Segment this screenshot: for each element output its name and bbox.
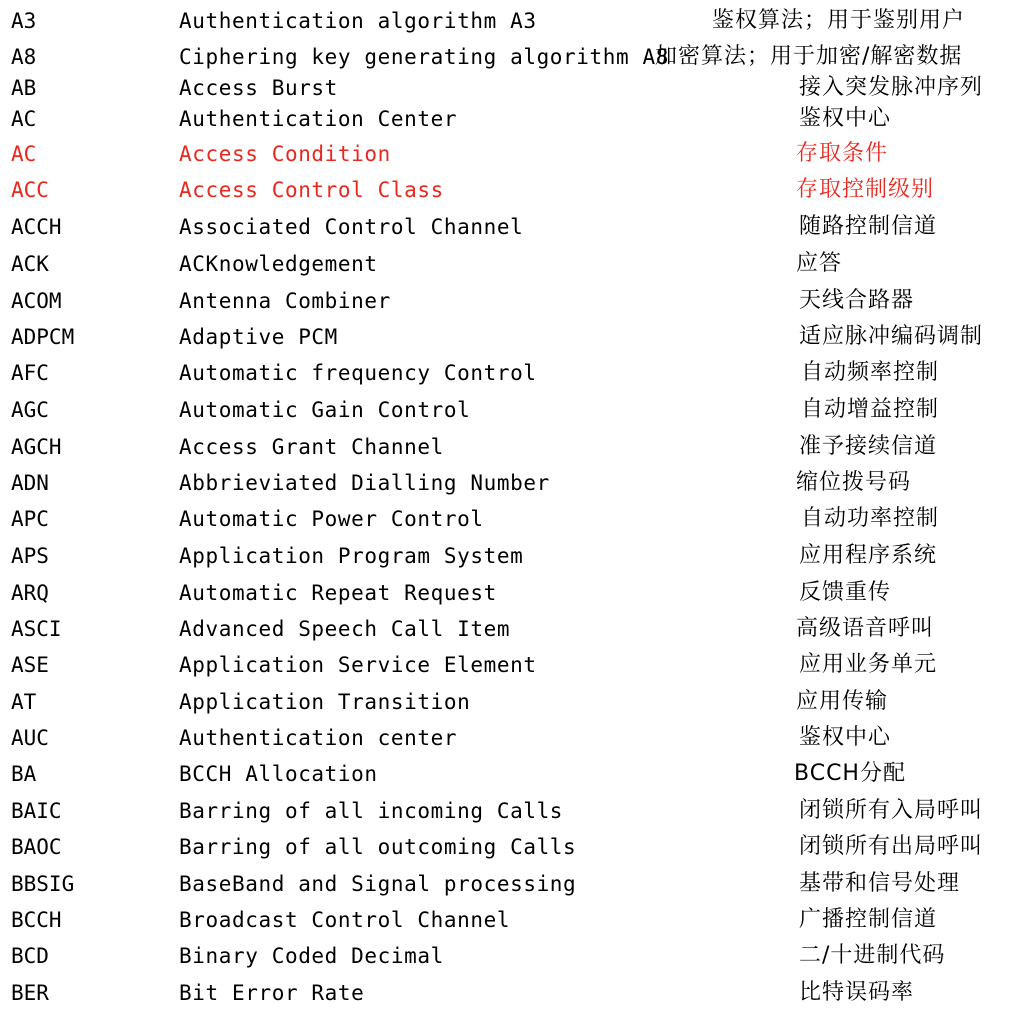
english-term: Application Service Element bbox=[179, 653, 537, 677]
abbreviation: ACCH bbox=[11, 215, 62, 239]
chinese-translation: 基带和信号处理 bbox=[799, 871, 961, 896]
english-term: Ciphering key generating algorithm A8 bbox=[179, 45, 669, 69]
english-term: Application Program System bbox=[179, 544, 524, 568]
glossary-row bbox=[0, 40, 1020, 74]
chinese-translation: 自动功率控制 bbox=[801, 506, 940, 531]
chinese-translation: 比特误码率 bbox=[799, 980, 915, 1005]
glossary-row bbox=[0, 247, 1020, 281]
english-term: Automatic frequency Control bbox=[179, 361, 537, 385]
chinese-translation: 接入突发脉冲序列 bbox=[799, 75, 984, 100]
glossary-row bbox=[0, 685, 1020, 719]
abbreviation: ACOM bbox=[11, 289, 62, 313]
abbreviation: BAOC bbox=[11, 835, 62, 859]
abbreviation: BAIC bbox=[11, 799, 62, 823]
chinese-translation: 高级语音呼叫 bbox=[796, 616, 935, 641]
abbreviation: BBSIG bbox=[11, 872, 75, 896]
abbreviation: ASCI bbox=[11, 617, 62, 641]
english-term: Authentication algorithm A3 bbox=[179, 9, 537, 33]
glossary-row bbox=[0, 393, 1020, 427]
chinese-translation: 鉴权算法；用于鉴别用户 bbox=[712, 8, 966, 33]
abbreviation: AGCH bbox=[11, 435, 62, 459]
abbreviation: ASE bbox=[11, 653, 49, 677]
chinese-translation: 应用传输 bbox=[796, 689, 889, 714]
glossary-row bbox=[0, 356, 1020, 390]
chinese-translation: 缩位拨号码 bbox=[796, 470, 912, 495]
glossary-row bbox=[0, 612, 1020, 646]
english-term: Automatic Gain Control bbox=[179, 398, 471, 422]
chinese-translation: 广播控制信道 bbox=[799, 907, 938, 932]
chinese-translation: 鉴权中心 bbox=[799, 106, 892, 131]
abbreviation: ARQ bbox=[11, 581, 49, 605]
glossary-row bbox=[0, 173, 1020, 207]
english-term: BCCH Allocation bbox=[179, 762, 378, 786]
chinese-translation: 应用程序系统 bbox=[799, 543, 938, 568]
glossary-row bbox=[0, 794, 1020, 828]
english-term: Barring of all incoming Calls bbox=[179, 799, 564, 823]
chinese-translation: 加密算法；用于加密/解密数据 bbox=[655, 44, 963, 69]
english-term: Automatic Repeat Request bbox=[179, 581, 497, 605]
glossary-row bbox=[0, 284, 1020, 318]
glossary-row bbox=[0, 648, 1020, 682]
glossary-row bbox=[0, 757, 1020, 791]
abbreviation: BCD bbox=[11, 944, 49, 968]
english-term: Automatic Power Control bbox=[179, 507, 484, 531]
english-term: BaseBand and Signal processing bbox=[179, 872, 577, 896]
chinese-translation: 存取条件 bbox=[796, 141, 889, 166]
abbreviation: BER bbox=[11, 981, 49, 1005]
chinese-translation: 鉴权中心 bbox=[799, 725, 892, 750]
chinese-translation: 适应脉冲编码调制 bbox=[799, 324, 984, 349]
english-term: Access Control Class bbox=[179, 178, 444, 202]
abbreviation: AUC bbox=[11, 726, 49, 750]
chinese-translation: 闭锁所有入局呼叫 bbox=[799, 798, 984, 823]
chinese-translation: 应用业务单元 bbox=[799, 652, 938, 677]
glossary-row bbox=[0, 102, 1020, 136]
glossary-row bbox=[0, 830, 1020, 864]
english-term: Adaptive PCM bbox=[179, 325, 338, 349]
chinese-translation: 随路控制信道 bbox=[799, 214, 938, 239]
abbreviation: ACK bbox=[11, 252, 49, 276]
abbreviation: AC bbox=[11, 142, 37, 166]
abbreviation: AGC bbox=[11, 398, 49, 422]
english-term: ACKnowledgement bbox=[179, 252, 378, 276]
chinese-translation: 准予接续信道 bbox=[799, 434, 938, 459]
glossary-row bbox=[0, 939, 1020, 973]
english-term: Bit Error Rate bbox=[179, 981, 365, 1005]
abbreviation: APS bbox=[11, 544, 49, 568]
abbreviation: A3 bbox=[11, 9, 37, 33]
abbreviation: AFC bbox=[11, 361, 49, 385]
chinese-translation: 闭锁所有出局呼叫 bbox=[799, 834, 984, 859]
english-term: Authentication Center bbox=[179, 107, 458, 131]
chinese-translation: 二/十进制代码 bbox=[799, 943, 946, 968]
english-term: Broadcast Control Channel bbox=[179, 908, 511, 932]
glossary-row bbox=[0, 576, 1020, 610]
chinese-translation: 反馈重传 bbox=[799, 580, 892, 605]
english-term: Associated Control Channel bbox=[179, 215, 524, 239]
chinese-translation: 自动频率控制 bbox=[801, 360, 940, 385]
abbreviation: A8 bbox=[11, 45, 37, 69]
glossary-row bbox=[0, 71, 1020, 105]
abbreviation: ADPCM bbox=[11, 325, 75, 349]
abbreviation: ACC bbox=[11, 178, 49, 202]
glossary-row bbox=[0, 210, 1020, 244]
abbreviation: BCCH bbox=[11, 908, 62, 932]
abbreviation: AT bbox=[11, 690, 37, 714]
glossary-row bbox=[0, 903, 1020, 937]
abbreviation: BA bbox=[11, 762, 37, 786]
chinese-translation: BCCH分配 bbox=[794, 761, 906, 786]
abbreviation: AC bbox=[11, 107, 37, 131]
abbreviation: ADN bbox=[11, 471, 49, 495]
english-term: Authentication center bbox=[179, 726, 458, 750]
glossary-row bbox=[0, 539, 1020, 573]
glossary-row bbox=[0, 137, 1020, 171]
chinese-translation: 自动增益控制 bbox=[801, 397, 940, 422]
english-term: Access Burst bbox=[179, 76, 338, 100]
chinese-translation: 存取控制级别 bbox=[796, 177, 935, 202]
english-term: Antenna Combiner bbox=[179, 289, 391, 313]
english-term: Binary Coded Decimal bbox=[179, 944, 444, 968]
english-term: Barring of all outcoming Calls bbox=[179, 835, 577, 859]
glossary-row bbox=[0, 502, 1020, 536]
glossary-row bbox=[0, 430, 1020, 464]
english-term: Access Condition bbox=[179, 142, 391, 166]
english-term: Abbrieviated Dialling Number bbox=[179, 471, 550, 495]
glossary-row bbox=[0, 867, 1020, 901]
abbreviation: APC bbox=[11, 507, 49, 531]
glossary-row bbox=[0, 721, 1020, 755]
english-term: Advanced Speech Call Item bbox=[179, 617, 511, 641]
abbreviation: AB bbox=[11, 76, 37, 100]
english-term: Access Grant Channel bbox=[179, 435, 444, 459]
glossary-row bbox=[0, 320, 1020, 354]
english-term: Application Transition bbox=[179, 690, 471, 714]
glossary-row bbox=[0, 466, 1020, 500]
glossary-row bbox=[0, 4, 1020, 38]
chinese-translation: 应答 bbox=[796, 251, 843, 276]
glossary-row bbox=[0, 976, 1020, 1010]
chinese-translation: 天线合路器 bbox=[799, 288, 915, 313]
